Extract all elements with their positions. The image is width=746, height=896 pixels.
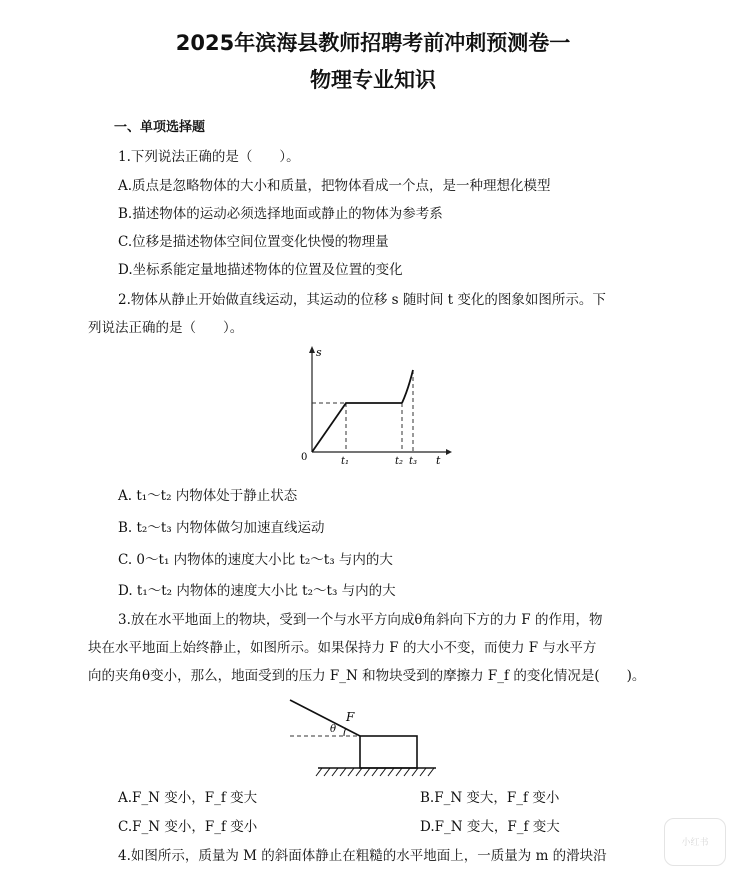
q2-option-a: A. t₁～t₂ 内物体处于静止状态	[118, 488, 298, 504]
q1-option-d: D.坐标系能定量地描述物体的位置及位置的变化	[118, 262, 403, 278]
force-label: F	[346, 710, 355, 724]
q2-option-d: D. t₁～t₂ 内物体的速度大小比 t₂～t₃ 与内的大	[118, 583, 396, 599]
watermark-text: 小红书	[681, 838, 709, 848]
q2-stem-line1: 2.物体从静止开始做直线运动，其运动的位移 s 随时间 t 变化的图象如图所示。下	[118, 292, 606, 308]
q3-stem-line2: 块在水平地面上始终静止，如图所示。如果保持力 F 的大小不变，而使力 F 与水平方	[88, 640, 597, 656]
block-force-diagram	[284, 694, 444, 780]
q4-stem-line1: 4.如图所示，质量为 M 的斜面体静止在粗糙的水平地面上，一质量为 m 的滑块沿	[118, 848, 607, 864]
q2-option-b: B. t₂～t₃ 内物体做匀加速直线运动	[118, 520, 325, 536]
s-t-graph	[296, 340, 452, 465]
q1-option-b: B.描述物体的运动必须选择地面或静止的物体为参考系	[118, 206, 443, 222]
paper-subtitle: 物理专业知识	[310, 68, 436, 92]
section-heading: 一、单项选择题	[114, 120, 206, 135]
block	[360, 736, 417, 768]
q3-option-c: C.F_N 变小，F_f 变小	[118, 819, 258, 835]
t2-label: t₂	[395, 456, 404, 465]
q1-option-c: C.位移是描述物体空间位置变化快慢的物理量	[118, 234, 389, 250]
q3-option-a: A.F_N 变小，F_f 变大	[118, 790, 258, 806]
q3-option-b: B.F_N 变大，F_f 变小	[420, 790, 560, 806]
t-axis-label: t	[436, 454, 441, 465]
q1-stem: 1.下列说法正确的是（ ）。	[118, 149, 300, 165]
angle-arc	[344, 728, 346, 736]
paper-title: 2025年滨海县教师招聘考前冲刺预测卷一	[175, 31, 571, 55]
watermark	[664, 818, 726, 866]
q2-stem-line2: 列说法正确的是（ ）。	[88, 320, 244, 336]
graph-curve	[402, 370, 413, 403]
graph-line	[312, 403, 402, 452]
angle-label: θ	[330, 724, 337, 735]
q1-option-a: A.质点是忽略物体的大小和质量，把物体看成一个点，是一种理想化模型	[118, 178, 551, 194]
t-axis-arrow	[446, 449, 452, 455]
t3-label: t₃	[409, 456, 418, 465]
q3-stem-line3: 向的夹角θ变小，那么，地面受到的压力 F_N 和物块受到的摩擦力 F_f 的变化情况是( )。	[88, 668, 646, 684]
q2-option-c: C. 0～t₁ 内物体的速度大小比 t₂～t₃ 与内的大	[118, 552, 393, 568]
s-axis-label: s	[316, 346, 322, 359]
q3-option-d: D.F_N 变大，F_f 变大	[420, 819, 560, 835]
ground-hatch	[316, 768, 434, 776]
t1-label: t₁	[341, 456, 350, 465]
s-axis-arrow	[309, 346, 315, 353]
q3-stem-line1: 3.放在水平地面上的物块，受到一个与水平方向成θ角斜向下方的力 F 的作用，物	[118, 612, 603, 628]
origin-label: 0	[301, 452, 308, 463]
